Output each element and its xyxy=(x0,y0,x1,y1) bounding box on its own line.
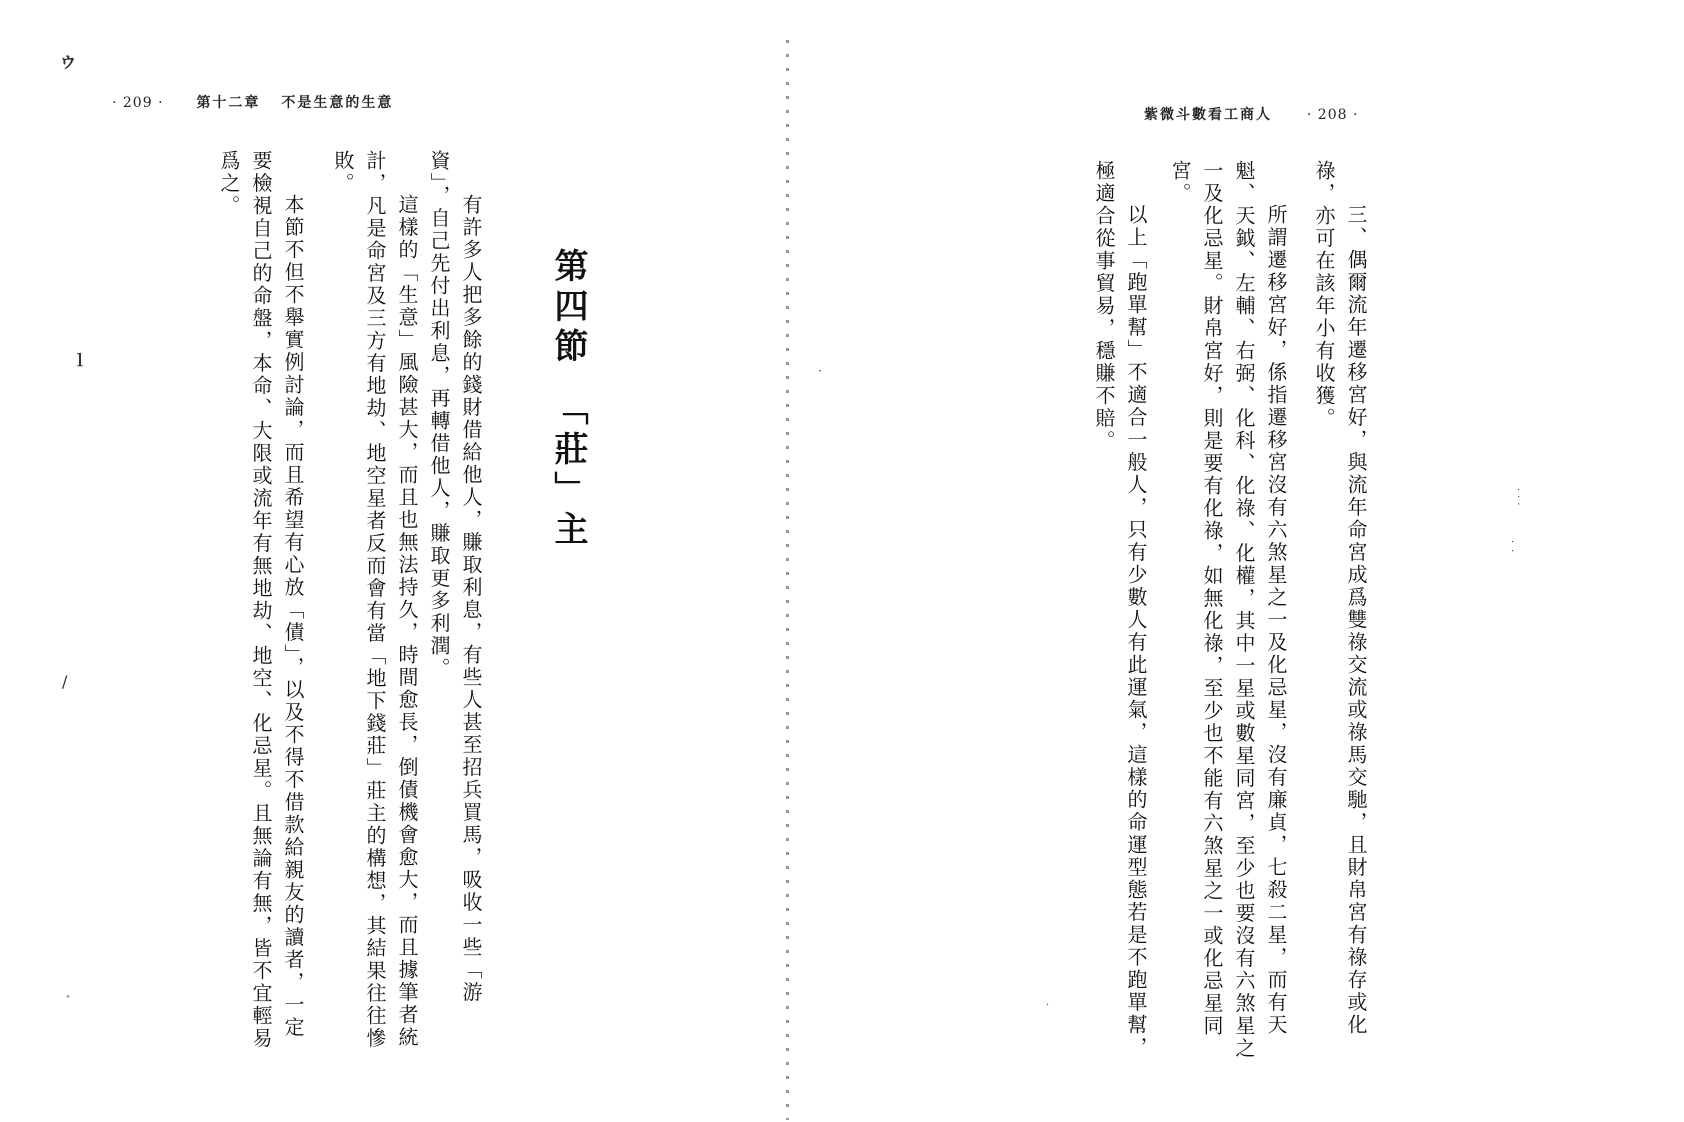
page-number: · 209 · xyxy=(112,95,164,111)
text-column: 爲之。 xyxy=(217,150,241,218)
scan-mark-ink: ゥ xyxy=(58,48,78,72)
page-header-right xyxy=(1144,104,1358,124)
text-column: 三、偶爾流年遷移宮好，與流年命宮成爲雙祿交流或祿馬交馳，且財帛宮有祿存或化 xyxy=(1344,204,1368,1037)
text-column: 這樣的「生意」風險甚大，而且也無法持久，時間愈長，倒債機會愈大，而且據筆者統 xyxy=(395,194,419,1049)
text-column: 要檢視自己的命盤，本命、大限或流年有無地劫、地空、化忌星。且無論有無，皆不宜輕易 xyxy=(249,150,273,1050)
text-column: 魁、天鉞、左輔、右弼、化科、化祿、化權，其中一星或數星同宮，至少也要沒有六煞星之 xyxy=(1232,160,1256,1060)
scan-mark-dots: ·· xyxy=(1506,540,1517,559)
left-page xyxy=(0,0,790,1122)
scan-mark-dots: ··· xyxy=(1512,488,1523,510)
text-column: 本節不但不舉實例討論，而且希望有心放「債」，以及不得不借款給親友的讀者，一定 xyxy=(281,194,305,1039)
book-gutter xyxy=(786,40,789,1120)
section-title: 第四節 「莊」主 xyxy=(548,248,588,551)
text-column: 計，凡是命宮及三方有地劫、地空星者反而會有當「地下錢莊」莊主的構想，其結果往往慘 xyxy=(363,150,387,1050)
page-number: · 208 · xyxy=(1306,107,1359,123)
chapter-label: 第十二章 xyxy=(196,95,261,111)
text-column: 一及化忌星。財帛宮好，則是要有化祿，如無化祿，至少也不能有六煞星之一或化忌星同 xyxy=(1200,160,1224,1038)
chapter-title: 不是生意的生意 xyxy=(281,95,394,111)
scan-mark-ink: ｌ xyxy=(72,351,89,370)
text-column: 以上「跑單幫」不適合一般人，只有少數人有此運氣，這樣的命運型態若是不跑單幫， xyxy=(1124,204,1148,1059)
right-page xyxy=(790,0,1684,1122)
scan-mark-ink: ﾞ xyxy=(66,994,73,1008)
scan-mark-ink: / xyxy=(62,672,68,691)
text-column: 敗。 xyxy=(331,150,355,195)
text-column: 所謂遷移宮好，係指遷移宮沒有六煞星之一及化忌星，沒有廉貞，七殺二星，而有天 xyxy=(1264,204,1288,1037)
scan-mark-dots: · xyxy=(818,364,822,378)
text-column: 有許多人把多餘的錢財借給他人，賺取利息，有些人甚至招兵買馬，吸收一些「游 xyxy=(459,194,483,1004)
text-column: 資」，自己先付出利息，再轉借他人，賺取更多利潤。 xyxy=(427,150,451,680)
book-title: 紫微斗數看工商人 xyxy=(1144,107,1272,123)
text-column: 極適合從事貿易，穩賺不賠。 xyxy=(1092,160,1116,453)
scan-mark-dots: · xyxy=(1046,1000,1050,1011)
text-column: 祿，亦可在該年小有收獲。 xyxy=(1312,160,1336,430)
text-column: 宮。 xyxy=(1168,160,1192,205)
page-header-left xyxy=(112,92,393,112)
